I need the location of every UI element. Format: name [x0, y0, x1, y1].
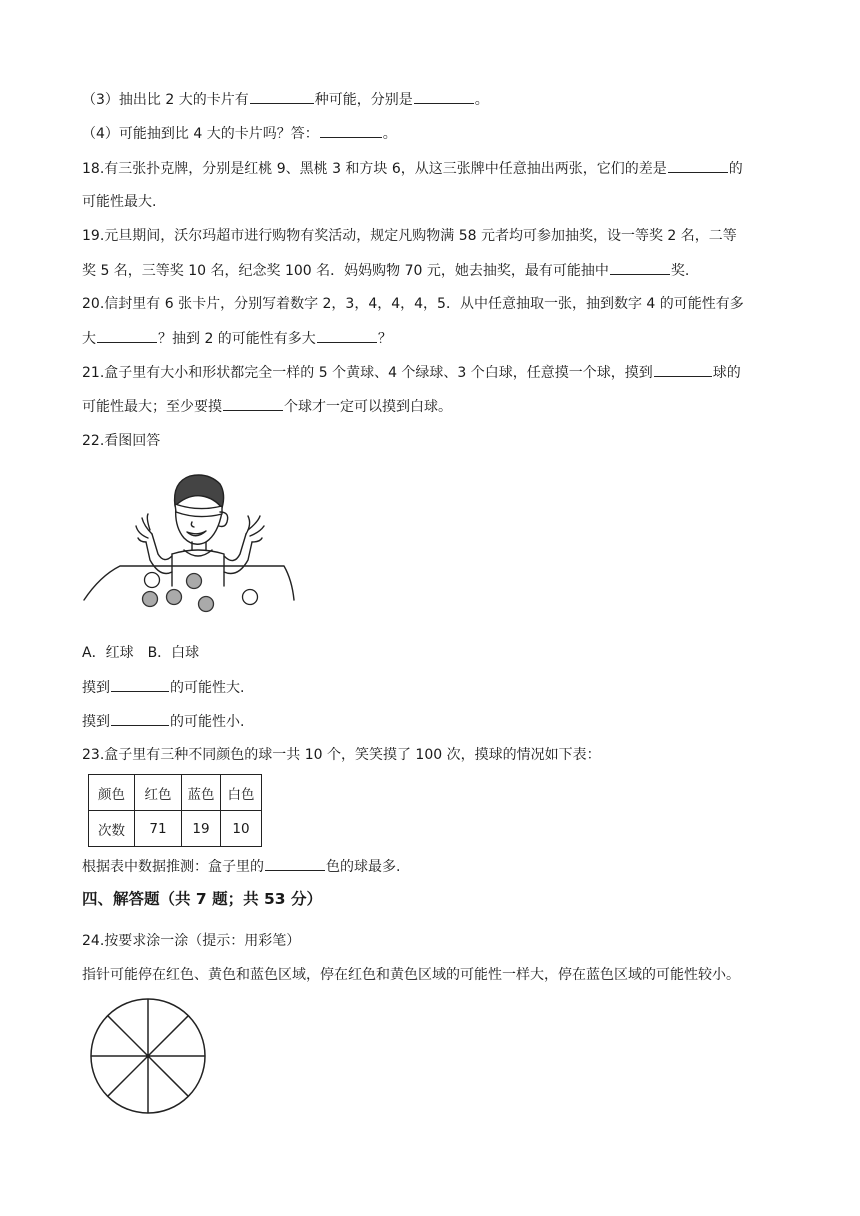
question-22-blank-1: 摸到 的可能性大.	[82, 677, 244, 698]
answer-blank[interactable]	[223, 396, 283, 411]
red-ball	[199, 597, 214, 612]
answer-blank[interactable]	[111, 677, 169, 692]
table-cell: 19	[182, 811, 221, 847]
question-23-answer-line: 根据表中数据推测：盒子里的 色的球最多.	[82, 856, 400, 877]
question-19-line-1: 19.元旦期间，沃尔玛超市进行购物有奖活动，规定凡购物满 58 元者均可参加抽奖，设一等奖 2 名，二等	[82, 228, 737, 244]
question-18-line-2: 可能性最大.	[82, 194, 157, 210]
question-20-line-2: 大 ？抽到 2 的可能性有多大 ？	[82, 328, 392, 349]
answer-blank[interactable]	[414, 89, 474, 104]
question-24-title: 24.按要求涂一涂（提示：用彩笔）	[82, 933, 301, 949]
question-22-title: 22.看图回答	[82, 433, 161, 449]
answer-blank[interactable]	[320, 123, 382, 138]
answer-blank[interactable]	[111, 711, 169, 726]
table-cell: 蓝色	[182, 775, 221, 811]
question-21-line-1: 21.盒子里有大小和形状都完全一样的 5 个黄球、4 个绿球、3 个白球，任意摸一个球，摸到 球的	[82, 362, 741, 383]
table-row	[89, 811, 262, 847]
question-18-line-1: 18.有三张扑克牌，分别是红桃 9、黑桃 3 和方块 6，从这三张牌中任意抽出两张，它们的差是 的	[82, 158, 743, 179]
table-cell: 白色	[221, 775, 262, 811]
spinner-circle-diagram[interactable]	[84, 996, 212, 1116]
section-heading: 四、解答题（共 7 题；共 53 分）	[82, 890, 322, 908]
answer-blank[interactable]	[654, 362, 712, 377]
red-ball	[143, 592, 158, 607]
table-cell: 红色	[135, 775, 182, 811]
line-q17-3: （3）抽出比 2 大的卡片有 种可能，分别是 。	[82, 89, 489, 110]
answer-blank[interactable]	[250, 89, 314, 104]
question-22-options: A．红球 B．白球	[82, 645, 200, 661]
answer-blank[interactable]	[668, 158, 728, 173]
white-ball	[145, 573, 160, 588]
answer-blank[interactable]	[317, 328, 377, 343]
red-ball	[187, 574, 202, 589]
question-24-description: 指针可能停在红色、黄色和蓝色区域，停在红色和黄色区域的可能性一样大，停在蓝色区域的可能性较小。	[82, 967, 740, 983]
table-header-row	[89, 775, 262, 811]
table-cell: 颜色	[89, 775, 135, 811]
table-cell: 71	[135, 811, 182, 847]
line-q17-4: （4）可能抽到比 4 大的卡片吗？答： 。	[82, 123, 397, 144]
question-20-line-1: 20.信封里有 6 张卡片，分别写着数字 2，3，4，4，4，5．从中任意抽取一张，抽到数字 4 的可能性有多	[82, 296, 744, 312]
question-21-line-2: 可能性最大；至少要摸 个球才一定可以摸到白球。	[82, 396, 452, 417]
answer-blank[interactable]	[97, 328, 157, 343]
table-cell: 10	[221, 811, 262, 847]
boy-drawing-ball-illustration	[80, 468, 300, 616]
question-23-text: 23.盒子里有三种不同颜色的球一共 10 个，笑笑摸了 100 次，摸球的情况如下表：	[82, 747, 601, 763]
answer-blank[interactable]	[610, 260, 670, 275]
question-19-line-2: 奖 5 名，三等奖 10 名，纪念奖 100 名．妈妈购物 70 元，她去抽奖，最有可能抽中 奖.	[82, 260, 689, 281]
question-22-blank-2: 摸到 的可能性小.	[82, 711, 244, 732]
red-ball	[167, 590, 182, 605]
table-cell: 次数	[89, 811, 135, 847]
white-ball	[243, 590, 258, 605]
answer-blank[interactable]	[265, 856, 325, 871]
frequency-table	[88, 774, 262, 847]
